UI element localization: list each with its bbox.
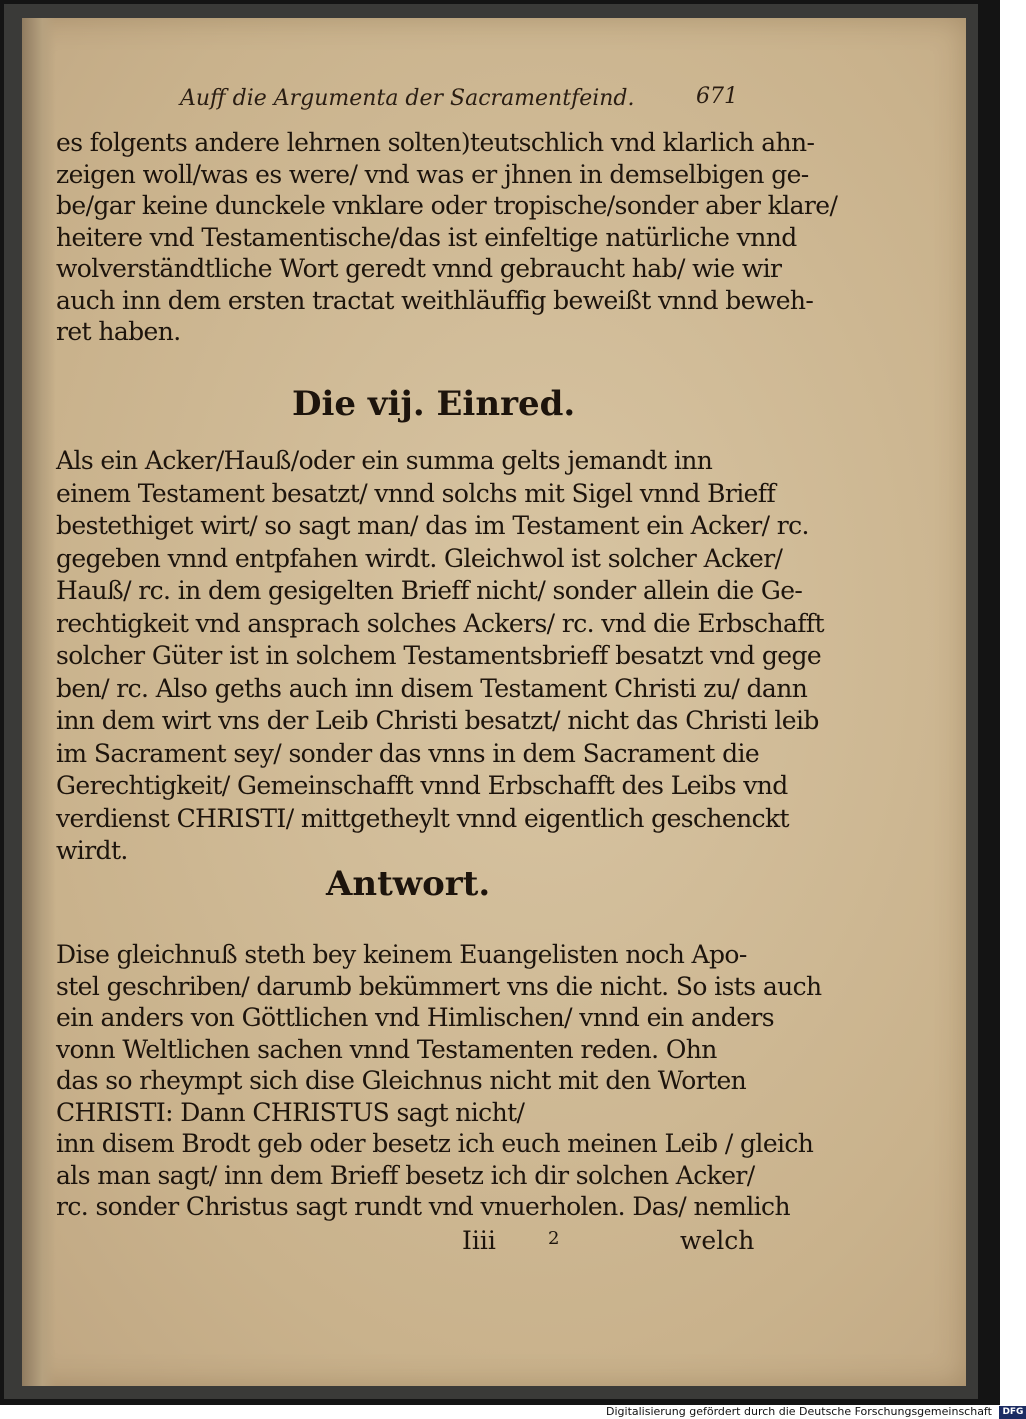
text-line: inn disem Brodt geb oder besetz ich euch meinen Leib / gleich	[56, 1129, 814, 1158]
text-line: Hauß/ rc. in dem gesigelten Brieff nicht/ sonder allein die Ge-	[56, 576, 803, 605]
text-line: Als ein Acker/Hauß/oder ein summa gelts jemandt inn	[56, 446, 713, 475]
text-line: ein anders von Göttlichen vnd Himlischen/ vnnd ein anders	[56, 1003, 775, 1032]
text-line: es folgents andere lehrnen solten)teutschlich vnd klarlich ahn-	[56, 128, 815, 157]
text-line: rc. sonder Christus sagt rundt vnd vnuerholen. Das/ nemlich	[56, 1192, 790, 1221]
text-line: im Sacrament sey/ sonder das vnns in dem Sacrament die	[56, 738, 760, 768]
text-line: stel geschriben/ darumb bekümmert vns die nicht. So ists auch	[56, 971, 822, 1001]
footer-credit	[606, 1404, 1024, 1419]
text-line: verdienst CHRISTI/ mittgetheylt vnnd eigentlich geschenckt	[56, 803, 789, 833]
text-line: Gerechtigkeit/ Gemeinschafft vnnd Erbschafft des Leibs vnd	[56, 771, 788, 800]
section-heading-antwort: Antwort.	[326, 864, 491, 904]
text-line: inn dem wirt vns der Leib Christi besatzt/ nicht das Christi leib	[56, 706, 819, 735]
text-line: zeigen woll/was es were/ vnd was er jhnen in demselbigen ge-	[56, 159, 809, 189]
footer-text: Digitalisierung gefördert durch die Deutsche Forschungsgemeinschaft	[606, 1405, 992, 1418]
page-number: 671	[696, 84, 738, 109]
section-heading-einred: Die vij. Einred.	[292, 384, 576, 424]
text-line: einem Testament besatzt/ vnnd solchs mit Sigel vnnd Brieff	[56, 478, 776, 508]
text-line: rechtigkeit vnd ansprach solches Ackers/ rc. vnd die Erbschafft	[56, 608, 824, 638]
text-line: CHRISTI: Dann CHRISTUS sagt nicht/	[56, 1097, 525, 1127]
text-line: heitere vnd Testamentische/das ist einfeltige natürliche vnnd	[56, 222, 797, 252]
text-line: ret haben.	[56, 317, 181, 346]
text-line: wolverständtliche Wort geredt vnnd gebraucht hab/ wie wir	[56, 254, 782, 283]
text-line: bestethiget wirt/ so sagt man/ das im Testament ein Acker/ rc.	[56, 511, 809, 540]
catchword: welch	[680, 1226, 755, 1255]
page-gutter	[22, 18, 56, 1386]
text-line: ben/ rc. Also geths auch inn disem Testament Christi zu/ dann	[56, 673, 808, 703]
text-line: als man sagt/ inn dem Brieff besetz ich dir solchen Acker/	[56, 1160, 755, 1190]
text-line: be/gar keine dunckele vnklare oder tropische/sonder aber klare/	[56, 191, 838, 220]
text-line: solcher Güter ist in solchem Testamentsbrieff besatzt vnd gege	[56, 641, 822, 670]
text-line: auch inn dem ersten tractat weithläuffig beweißt vnnd beweh-	[56, 285, 814, 315]
dfg-logo: DFG	[999, 1406, 1026, 1419]
signature-mark: Iiii	[462, 1226, 496, 1255]
running-head: Auff die Argumenta der Sacramentfeind.	[180, 86, 635, 111]
signature-number: 2	[548, 1228, 560, 1249]
text-line: vonn Weltlichen sachen vnnd Testamenten reden. Ohn	[56, 1034, 717, 1064]
text-line: Dise gleichnuß steth bey keinem Euangelisten noch Apo-	[56, 940, 747, 969]
text-line: das so rheympt sich dise Gleichnus nicht mit den Worten	[56, 1066, 747, 1095]
text-line: gegeben vnnd entpfahen wirdt. Gleichwol ist solcher Acker/	[56, 543, 783, 573]
text-line: wirdt.	[56, 836, 128, 865]
